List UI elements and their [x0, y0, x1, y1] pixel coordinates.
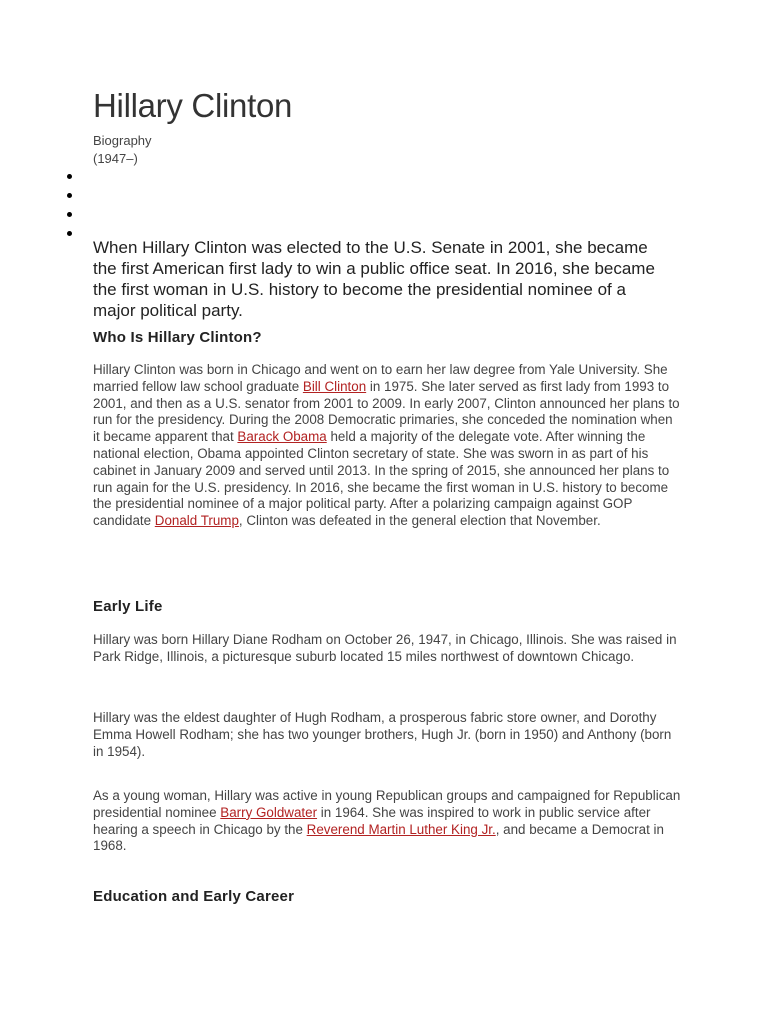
- section-heading-early-life: Early Life: [93, 598, 163, 615]
- article-category: Biography: [93, 133, 152, 148]
- link-barack-obama[interactable]: Barack Obama: [237, 429, 327, 445]
- list-item: [67, 185, 77, 204]
- paragraph-text: Hillary Clinton was born in Chicago and went on to earn her law degree from Yale University. She married fellow law school graduate: [93, 362, 668, 394]
- paragraph-text: held a majority of the delegate vote. After winning the national election, Obama appointed Clinton secretary of state. She was sworn in as part of his cabinet in January 2009 and served until 2013. In the spring of 2015, she announced her plans to run again for the U.S. presidency. In 2016, she became the first woman in U.S. history to become the presidential nominee of a major political party. After a polarizing campaign against GOP candidate: [93, 429, 670, 529]
- paragraph-who: [93, 362, 681, 530]
- list-item: [67, 223, 77, 242]
- paragraph-early-life-3: [93, 788, 681, 855]
- section-heading-education: Education and Early Career: [93, 888, 295, 905]
- paragraph-text: in 1975. She later served as first lady from 1993 to 2001, and then as a U.S. senator from 2001 to 2009. In early 2007, Clinton announced her plans to run for the presidency. During the 2008 Democratic primaries, she conceded the nomination when it became apparent that: [93, 378, 680, 445]
- link-bill-clinton[interactable]: Bill Clinton: [302, 378, 367, 394]
- paragraph-text: in 1964. She was inspired to work in public service after hearing a speech in Chicago by the: [93, 804, 651, 837]
- link-barry-goldwater[interactable]: Barry Goldwater: [220, 804, 318, 820]
- link-donald-trump[interactable]: Donald Trump: [154, 513, 239, 529]
- article-lead: When Hillary Clinton was elected to the U.S. Senate in 2001, she became the first American first lady to win a public office seat. In 2016, she became the first woman in U.S. history to become the presidential nominee of a major political party.: [93, 238, 655, 320]
- paragraph-early-life-1: Hillary was born Hillary Diane Rodham on October 26, 1947, in Chicago, Illinois. She was raised in Park Ridge, Illinois, a picturesque suburb located 15 miles northwest of downtown Chicago.: [93, 632, 677, 664]
- section-heading-who: Who Is Hillary Clinton?: [93, 329, 262, 346]
- paragraph-text: , Clinton was defeated in the general election that November.: [238, 513, 601, 529]
- paragraph-text: , and became a Democrat in 1968.: [93, 821, 664, 854]
- paragraph-early-life-2: Hillary was the eldest daughter of Hugh Rodham, a prosperous fabric store owner, and Dorothy Emma Howell Rodham; she has two younger brothers, Hugh Jr. (born in 1950) and Anthony (born in 1954).: [93, 710, 672, 759]
- empty-bullet-list: [67, 166, 77, 242]
- article-title: Hillary Clinton: [93, 87, 293, 124]
- article-years: (1947–): [93, 151, 138, 166]
- paragraph-text: As a young woman, Hillary was active in young Republican groups and campaigned for Republican presidential nominee: [93, 788, 681, 820]
- list-item: [67, 204, 77, 223]
- list-item: [67, 166, 77, 185]
- link-martin-luther-king[interactable]: Reverend Martin Luther King Jr.: [306, 821, 496, 837]
